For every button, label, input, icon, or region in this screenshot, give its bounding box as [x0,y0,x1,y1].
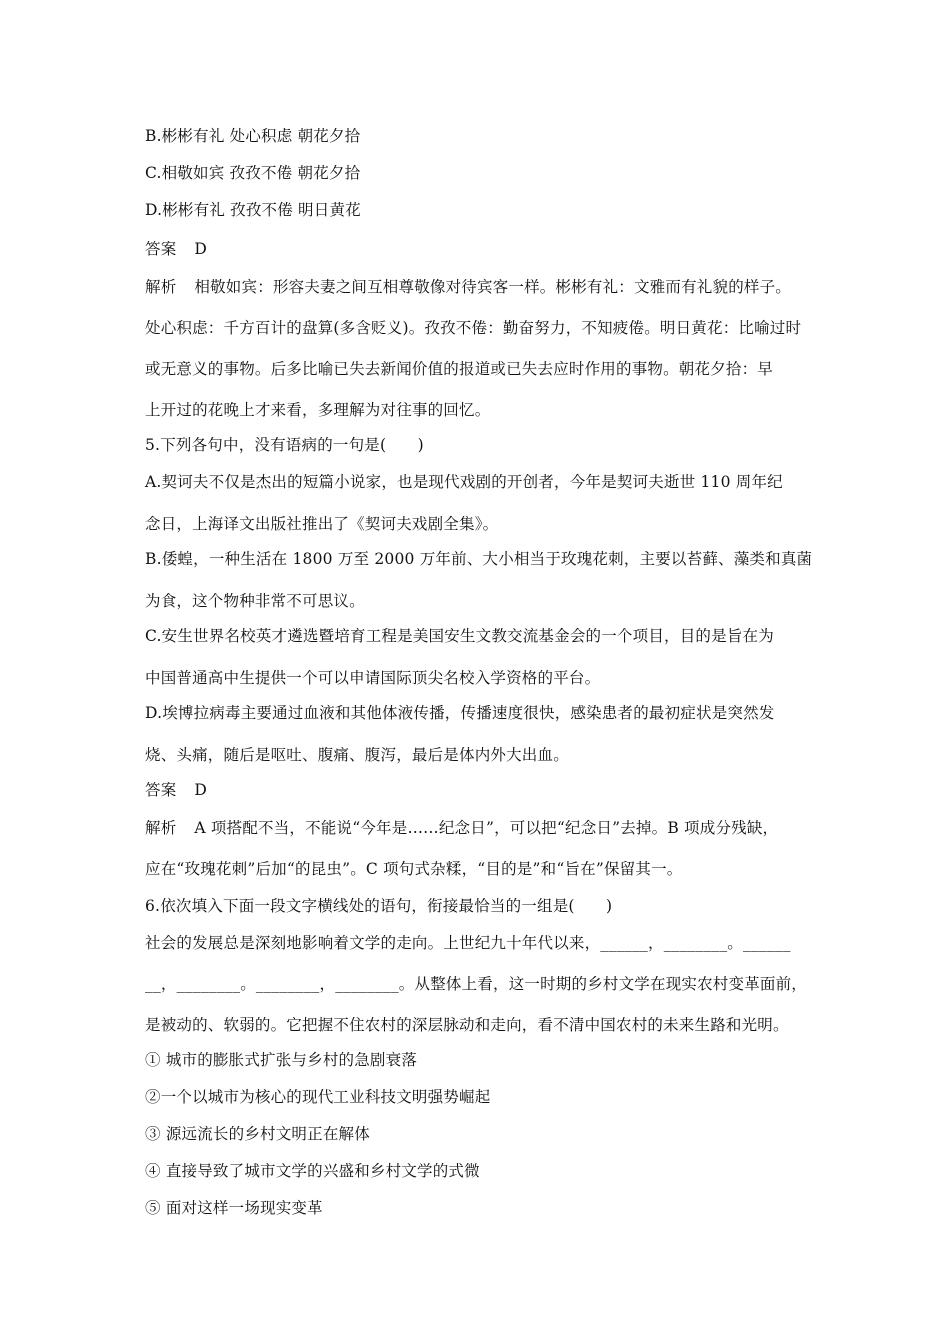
q6-passage-line-3: 是被动的、软弱的。它把握不住农村的深层脉动和走向，看不清中国农村的未来生路和光明。 [145,1016,789,1034]
answer-label: 答案 [145,781,177,799]
answer-value: D [194,781,208,799]
q5-answer [145,780,815,800]
answer-value: D [194,240,208,258]
q6-item-1: ① 城市的膨胀式扩张与乡村的急剧衰落 [145,1051,418,1069]
analysis-label: 解析 [145,278,177,296]
q6-item-5: ⑤ 面对这样一场现实变革 [145,1199,323,1217]
q4-analysis-line-1 [145,277,815,297]
analysis-text: A 项搭配不当，不能说“今年是……纪念日”，可以把“纪念日”去掉。B 项成分残缺， [194,819,779,837]
q5-analysis-line-2: 应在“玫瑰花刺”后加“的昆虫”。C 项句式杂糅，“目的是”和“旨在”保留其一。 [145,860,683,878]
q6-item-2: ②一个以城市为核心的现代工业科技文明强势崛起 [145,1088,491,1106]
q5-analysis-line-1 [145,818,815,838]
q4-option-b: B.彬彬有礼 处心积虑 朝花夕拾 [145,127,361,145]
q5-option-d-line-2: 烧、头痛，随后是呕吐、腹痛、腹泻，最后是体内外大出血。 [145,746,569,764]
q6-stem: 6.依次填入下面一段文字横线处的语句，衔接最恰当的一组是( ) [145,897,613,915]
q6-passage-line-1: 社会的发展总是深刻地影响着文学的走向。上世纪九十年代以来，______，________。______ [145,934,791,952]
q4-analysis-line-4: 上开过的花晚上才来看，多理解为对往事的回忆。 [145,401,491,419]
analysis-label: 解析 [145,819,177,837]
analysis-text: 相敬如宾：形容夫妻之间互相尊敬像对待宾客一样。彬彬有礼：文雅而有礼貌的样子。 [194,278,792,296]
q5-option-c-line-2: 中国普通高中生提供一个可以申请国际顶尖名校入学资格的平台。 [145,669,601,687]
q5-option-a-line-2: 念日，上海译文出版社推出了《契诃夫戏剧全集》。 [145,515,499,533]
q4-analysis-line-2: 处心积虑：千方百计的盘算(多含贬义)。孜孜不倦：勤奋努力，不知疲倦。明日黄花：比喻过时 [145,319,802,337]
q5-option-c-line-1: C.安生世界名校英才遴选暨培育工程是美国安生文教交流基金会的一个项目，目的是旨在为 [145,627,774,645]
q5-option-d-line-1: D.埃博拉病毒主要通过血液和其他体液传播，传播速度很快，感染患者的最初症状是突然发 [145,704,775,722]
q4-option-c: C.相敬如宾 孜孜不倦 朝花夕拾 [145,164,361,182]
q5-option-b-line-2: 为食，这个物种非常不可思议。 [145,592,365,610]
q6-passage-line-2: __，________。________，________。从整体上看，这一时期的乡村文学在现实农村变革面前， [145,975,808,993]
answer-label: 答案 [145,240,177,258]
q4-answer [145,239,815,259]
q4-analysis-line-3: 或无意义的事物。后多比喻已失去新闻价值的报道或已失去应时作用的事物。朝花夕拾：早 [145,360,774,378]
q5-stem: 5.下列各句中，没有语病的一句是( ) [145,436,424,454]
q6-item-4: ④ 直接导致了城市文学的兴盛和乡村文学的式微 [145,1162,480,1180]
q5-option-b-line-1: B.倭蝗，一种生活在 1800 万至 2000 万年前、大小相当于玫瑰花刺，主要以苔藓、藻类和真菌 [145,550,813,568]
q6-item-3: ③ 源远流长的乡村文明正在解体 [145,1125,370,1143]
q5-option-a-line-1: A.契诃夫不仅是杰出的短篇小说家，也是现代戏剧的开创者，今年是契诃夫逝世 110 周年纪 [145,473,783,491]
q4-option-d: D.彬彬有礼 孜孜不倦 明日黄花 [145,201,361,219]
